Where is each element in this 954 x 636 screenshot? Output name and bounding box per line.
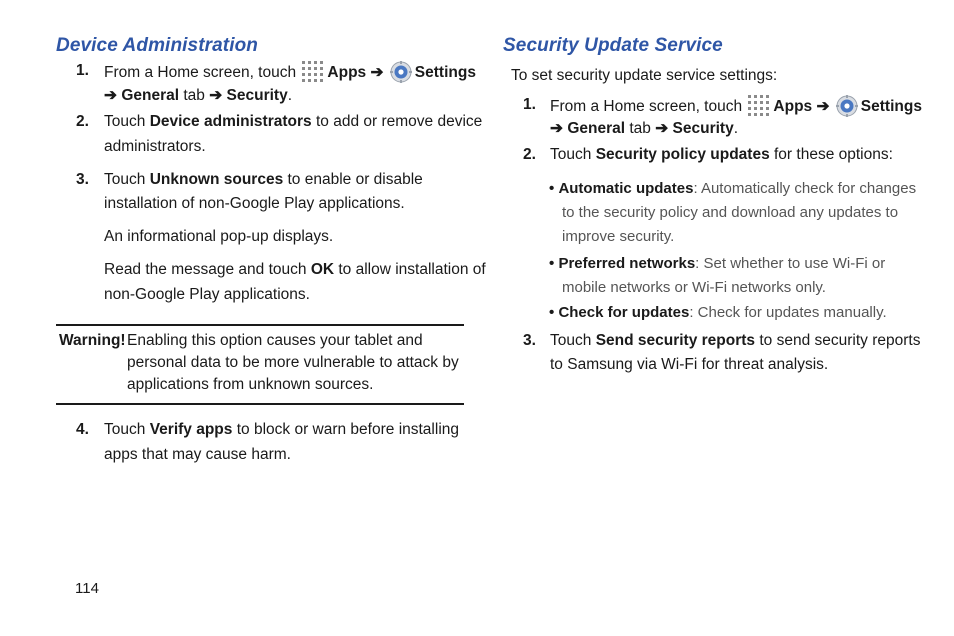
step-text-part: to allow installation of — [338, 261, 486, 278]
settings-label: Settings — [860, 98, 922, 115]
step-text: administrators. — [104, 138, 206, 155]
bullet-text: : Automatically check for changes — [693, 180, 917, 197]
tab-text: tab — [629, 120, 651, 137]
read-message-text — [104, 260, 486, 280]
device-administration-heading: Device Administration — [56, 35, 258, 56]
step-text: installation of non-Google Play applications. — [104, 195, 405, 212]
intro-text: To set security update service settings: — [511, 67, 778, 84]
step-text-part: to block or warn before installing — [236, 421, 460, 438]
bullet-mark: • — [549, 255, 555, 272]
step-number: 2. — [76, 113, 89, 130]
warning-text: applications from unknown sources. — [127, 376, 374, 393]
automatic-updates-label: Automatic updates — [558, 180, 694, 197]
step-text-part: to add or remove device — [315, 113, 483, 130]
warning-text: personal data to be more vulnerable to attack by — [127, 354, 459, 371]
step-text-part: to send security reports — [759, 332, 921, 349]
settings-label: Settings — [414, 64, 476, 81]
bullet-text: to the security policy and download any updates to — [562, 204, 899, 221]
arrow-icon: ➔ — [104, 87, 117, 104]
security-label: Security — [672, 120, 734, 137]
period: . — [733, 120, 739, 137]
security-update-service-heading: Security Update Service — [503, 35, 723, 56]
bullet-text: mobile networks or Wi-Fi networks only. — [562, 279, 826, 296]
warning-top-rule — [56, 324, 464, 326]
tab-text: tab — [183, 87, 205, 104]
step-number: 4. — [76, 421, 89, 438]
security-policy-updates-label: Security policy updates — [595, 146, 770, 163]
check-for-updates-label: Check for updates — [558, 304, 690, 321]
step-text-part: From a Home screen, touch — [550, 98, 743, 115]
step-text — [104, 112, 482, 132]
step-text — [104, 61, 476, 83]
step-number: 3. — [523, 332, 536, 349]
popup-note: An informational pop-up displays. — [104, 228, 334, 245]
step-text-part: Touch — [104, 421, 146, 438]
step-text — [104, 86, 292, 106]
send-security-reports-label: Send security reports — [595, 332, 756, 349]
security-label: Security — [226, 87, 288, 104]
warning-bottom-rule — [56, 403, 464, 405]
arrow-icon: ➔ — [550, 120, 563, 137]
step-number: 1. — [523, 96, 536, 113]
step-text-part: for these options: — [774, 146, 893, 163]
general-label: General — [567, 120, 626, 137]
bullet-text: : Check for updates manually. — [689, 304, 887, 321]
arrow-icon: ➔ — [816, 98, 830, 115]
step-text — [550, 95, 922, 117]
step-text: to Samsung via Wi-Fi for threat analysis. — [550, 356, 829, 373]
step-text-part: Touch — [104, 171, 146, 188]
apps-label: Apps — [773, 98, 813, 115]
step-text: apps that may cause harm. — [104, 446, 291, 463]
step-text-part: Touch — [550, 332, 592, 349]
apps-grid-icon — [748, 95, 770, 115]
general-label: General — [121, 87, 180, 104]
step-text — [104, 170, 423, 190]
warning-text: Enabling this option causes your tablet and — [127, 332, 423, 349]
step-text-part: Touch — [550, 146, 592, 163]
step-text — [104, 420, 459, 440]
warning-label — [59, 331, 126, 351]
bullet-mark: • — [549, 180, 555, 197]
bullet-item — [549, 179, 916, 199]
step-text-part: Read the message and touch — [104, 261, 307, 278]
step-text — [550, 119, 738, 139]
read-message-text: non-Google Play applications. — [104, 286, 310, 303]
step-text — [550, 145, 893, 165]
step-number: 1. — [76, 62, 89, 79]
step-number: 2. — [523, 146, 536, 163]
apps-label: Apps — [327, 64, 367, 81]
device-administrators-label: Device administrators — [149, 113, 312, 130]
step-number: 3. — [76, 171, 89, 188]
settings-gear-icon — [836, 95, 858, 117]
verify-apps-label: Verify apps — [149, 421, 233, 438]
bullet-mark: • — [549, 304, 555, 321]
step-text-part: From a Home screen, touch — [104, 64, 297, 81]
step-text-part: to enable or disable — [287, 171, 423, 188]
bullet-item — [549, 254, 885, 274]
arrow-icon: ➔ — [209, 87, 223, 104]
preferred-networks-label: Preferred networks — [558, 255, 696, 272]
bullet-text: improve security. — [562, 228, 675, 245]
page-number: 114 — [75, 580, 99, 597]
warning-label-text: Warning! — [59, 332, 126, 349]
settings-gear-icon — [390, 61, 412, 83]
step-text-part: Touch — [104, 113, 146, 130]
step-text — [550, 331, 920, 351]
ok-label: OK — [310, 261, 335, 278]
arrow-icon: ➔ — [655, 120, 669, 137]
bullet-text: : Set whether to use Wi-Fi or — [695, 255, 886, 272]
bullet-item — [549, 303, 887, 323]
period: . — [287, 87, 293, 104]
apps-grid-icon — [302, 61, 324, 81]
arrow-icon: ➔ — [370, 64, 384, 81]
unknown-sources-label: Unknown sources — [149, 171, 284, 188]
